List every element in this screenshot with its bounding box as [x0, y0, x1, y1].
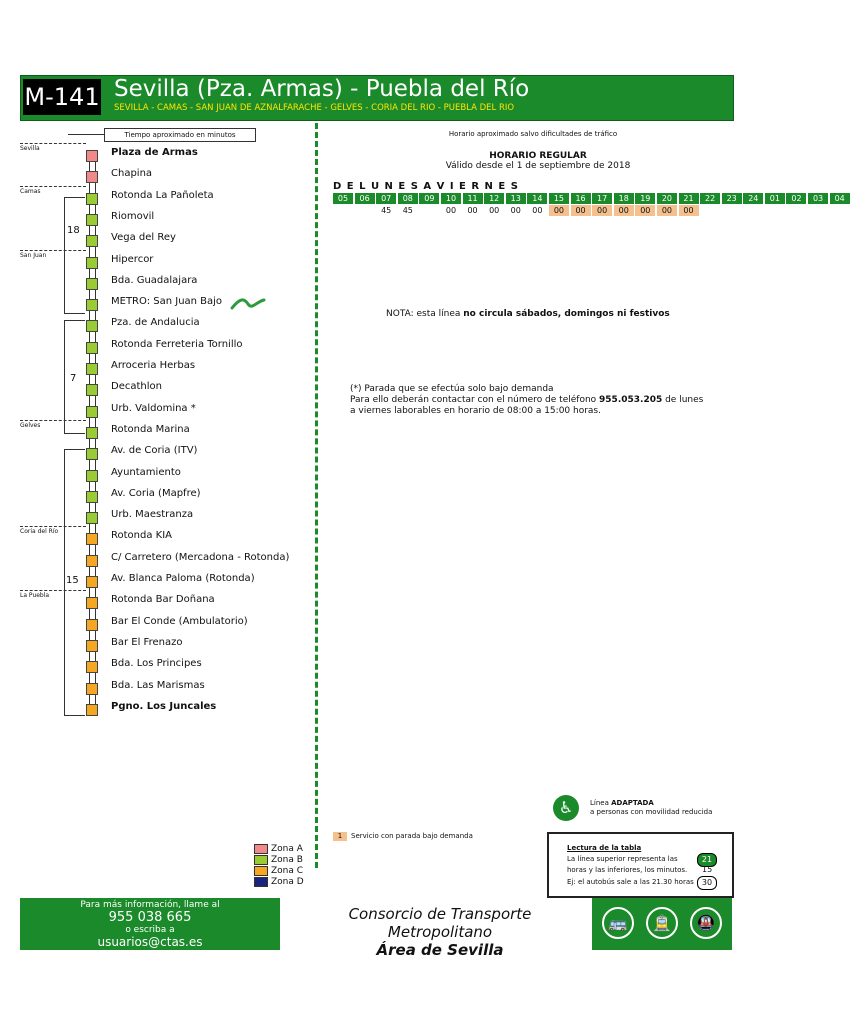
town-boundary — [20, 526, 86, 527]
reading-line2: horas y las inferiores, los minutos. — [567, 866, 688, 874]
stop-name: Av. Coria (Mapfre) — [111, 487, 201, 499]
service-note — [386, 309, 670, 319]
organization-logo — [295, 905, 585, 959]
stop-row — [20, 401, 310, 422]
stop-row — [20, 188, 310, 209]
zone-swatch — [254, 866, 268, 876]
stop-row — [20, 358, 310, 379]
town-boundary — [20, 250, 86, 251]
stop-marker — [86, 470, 98, 482]
hour-cell: 22 — [700, 193, 720, 204]
stop-marker — [86, 342, 98, 354]
zone-item — [254, 843, 304, 854]
service-note-prefix: NOTA: esta línea — [386, 309, 464, 319]
time-label: Tiempo aproximado en minutos — [104, 128, 256, 142]
minute-cell — [700, 205, 720, 216]
time-connector — [68, 134, 104, 135]
contact-box — [20, 898, 280, 950]
hour-cell: 11 — [463, 193, 483, 204]
minute-cell: 00 — [657, 205, 677, 216]
stop-name: Decathlon — [111, 381, 162, 393]
stop-name: Urb. Valdomina * — [111, 402, 196, 414]
contact-phone[interactable]: 955 038 665 — [108, 910, 192, 925]
stop-marker — [86, 491, 98, 503]
contact-info: Para más información, llame al — [80, 900, 220, 910]
stop-marker — [86, 193, 98, 205]
hour-cell: 23 — [722, 193, 742, 204]
hour-cell: 04 — [830, 193, 850, 204]
stop-row — [20, 422, 310, 443]
stop-name: Rotonda KIA — [111, 530, 172, 542]
zone-item — [254, 865, 304, 876]
stop-marker — [86, 704, 98, 716]
stop-row — [20, 678, 310, 699]
stop-marker — [86, 384, 98, 396]
stop-marker — [86, 448, 98, 460]
demand-legend-text: Servicio con parada bajo demanda — [351, 832, 473, 840]
hour-cell: 21 — [679, 193, 699, 204]
line-code: M-141 — [23, 79, 101, 115]
org-name: Consorcio de Transporte Metropolitano — [348, 905, 532, 941]
stop-marker — [86, 512, 98, 524]
minute-cell: 00 — [635, 205, 655, 216]
org-area: Área de Sevilla — [376, 941, 504, 959]
schedule-title: HORARIO REGULAR — [489, 151, 587, 161]
hour-cell: 20 — [657, 193, 677, 204]
minute-cell: 45 — [402, 206, 413, 215]
adapted-line2: a personas con movilidad reducida — [590, 808, 713, 816]
zone-legend — [254, 843, 304, 887]
stop-name: Pza. de Andalucia — [111, 317, 200, 329]
town-boundary — [20, 420, 86, 421]
town-label: San Juan — [20, 251, 47, 259]
stop-marker — [86, 619, 98, 631]
stop-name: Pgno. Los Juncales — [111, 700, 217, 712]
stop-row — [20, 699, 310, 720]
stop-row — [20, 550, 310, 571]
column-divider — [315, 123, 318, 868]
minute-cell — [419, 205, 439, 216]
stop-name: Plaza de Armas — [111, 147, 198, 158]
stop-row — [20, 656, 310, 677]
stop-row — [20, 592, 310, 613]
zone-swatch — [254, 844, 268, 854]
stop-marker — [86, 427, 98, 439]
demand-note-line2: Para ello deberán contactar con el número de teléfono 955.053.205 de lunes — [350, 395, 704, 405]
stop-name: Bda. Los Principes — [111, 658, 202, 670]
reading-line3: Ej: el autobús sale a las 21.30 horas — [567, 878, 694, 886]
stop-marker — [86, 406, 98, 418]
adapted-badge — [550, 795, 730, 825]
reading-hour-chip: 21 — [697, 853, 717, 867]
reading-mid: 15 — [702, 865, 713, 874]
minute-cell: 00 — [571, 205, 591, 216]
hour-cell: 10 — [441, 193, 461, 204]
hour-cell: 12 — [484, 193, 504, 204]
travel-time: 18 — [67, 225, 80, 236]
stop-row — [20, 528, 310, 549]
town-label: Coria del Río — [20, 528, 59, 536]
schedule-valid: Válido desde el 1 de septiembre de 2018 — [445, 161, 631, 171]
town-label: La Puebla — [20, 592, 50, 600]
minute-cell — [355, 205, 375, 216]
zone-label: Zona C — [271, 865, 304, 876]
stop-marker — [86, 683, 98, 695]
hour-cell: 14 — [527, 193, 547, 204]
demand-phone: 955.053.205 — [599, 395, 663, 405]
stop-name: Av. de Coria (ITV) — [111, 445, 198, 457]
hours-row — [333, 193, 851, 204]
stop-marker — [86, 533, 98, 545]
zone-swatch — [254, 855, 268, 865]
stop-name: Arroceria Herbas — [111, 360, 196, 371]
travel-time: 7 — [70, 373, 77, 384]
stop-name: Rotonda Ferreteria Tornillo — [111, 338, 243, 350]
stop-marker — [86, 661, 98, 673]
minute-cell: 00 — [532, 206, 543, 215]
stop-row — [20, 337, 310, 358]
stop-row — [20, 166, 310, 187]
stop-row — [20, 230, 310, 251]
hour-cell: 01 — [765, 193, 785, 204]
stop-marker — [86, 257, 98, 269]
demand-note-line3: a viernes laborables en horario de 08:00 a 15:00 horas. — [350, 406, 601, 416]
hour-cell: 15 — [549, 193, 569, 204]
stop-marker — [86, 299, 98, 311]
stop-marker — [86, 576, 98, 588]
hour-cell: 07 — [376, 193, 396, 204]
stop-name: C/ Carretero (Mercadona - Rotonda) — [111, 551, 290, 563]
stop-name: Ayuntamiento — [111, 466, 181, 478]
route-subtitle: SEVILLA - CAMAS - SAN JUAN DE AZNALFARACHE - GELVES - CORIA DEL RIO - PUEBLA DEL RIO — [114, 103, 515, 113]
stop-marker — [86, 214, 98, 226]
route-title: Sevilla (Pza. Armas) - Puebla del Río — [114, 76, 530, 102]
minute-cell: 00 — [467, 206, 478, 215]
stop-name: Bda. Las Marismas — [111, 679, 205, 691]
zone-swatch — [254, 877, 268, 887]
town-boundary — [20, 143, 86, 144]
demand-chip: 1 — [333, 832, 347, 841]
hour-cell: 19 — [635, 193, 655, 204]
demand-legend — [333, 832, 473, 841]
minute-cell: 00 — [549, 205, 569, 216]
stop-name: Rotonda La Pañoleta — [111, 189, 214, 201]
reading-line1: La línea superior representa las — [567, 855, 678, 863]
adapted-line1: Línea ADAPTADA — [590, 799, 654, 807]
zone-label: Zona A — [271, 843, 303, 854]
hour-cell: 17 — [592, 193, 612, 204]
stop-row — [20, 294, 310, 315]
hour-cell: 24 — [743, 193, 763, 204]
hour-cell: 16 — [571, 193, 591, 204]
stop-row — [20, 145, 310, 166]
stop-row — [20, 486, 310, 507]
minute-cell: 00 — [679, 205, 699, 216]
stop-marker — [86, 597, 98, 609]
stop-marker — [86, 555, 98, 567]
hour-cell: 18 — [614, 193, 634, 204]
minute-cell: 00 — [592, 205, 612, 216]
stop-name: Rotonda Marina — [111, 423, 190, 435]
minute-cell: 00 — [614, 205, 634, 216]
stop-row — [20, 571, 310, 592]
minute-cell — [333, 205, 353, 216]
zone-label: Zona D — [271, 876, 304, 887]
stop-name: Bar El Conde (Ambulatorio) — [111, 615, 248, 627]
hour-cell: 08 — [398, 193, 418, 204]
bus-icon: 🚌 — [602, 907, 634, 939]
stop-marker — [86, 150, 98, 162]
stop-name: Bar El Frenazo — [111, 636, 183, 648]
service-note-bold: no circula sábados, domingos ni festivos — [463, 309, 670, 319]
wheelchair-icon: ♿ — [553, 795, 579, 821]
zone-label: Zona B — [271, 854, 303, 865]
schedule-note: Horario aproximado salvo dificultades de tráfico — [448, 130, 618, 138]
town-label: Camas — [20, 187, 41, 195]
stop-row — [20, 465, 310, 486]
stop-marker — [86, 320, 98, 332]
stop-name: Chapina — [111, 168, 153, 180]
metro-icon: 🚇 — [690, 907, 722, 939]
hour-cell: 02 — [786, 193, 806, 204]
minute-cell — [722, 205, 742, 216]
metro-wave-icon — [230, 296, 266, 310]
stop-marker — [86, 278, 98, 290]
route-header — [20, 75, 734, 121]
travel-time: 15 — [66, 575, 79, 586]
stop-marker — [86, 235, 98, 247]
stop-row — [20, 507, 310, 528]
hour-cell: 03 — [808, 193, 828, 204]
stop-row — [20, 273, 310, 294]
stop-name: Riomovil — [111, 210, 155, 222]
demand-note-line1: (*) Parada que se efectúa solo bajo demanda — [350, 384, 554, 394]
town-boundary — [20, 186, 86, 187]
stop-name: Urb. Maestranza — [111, 509, 194, 521]
schedule-days: D E L U N E S A V I E R N E S — [333, 181, 519, 192]
zone-item — [254, 876, 304, 887]
stop-name: Av. Blanca Paloma (Rotonda) — [111, 573, 255, 584]
minute-cell: 00 — [489, 206, 500, 215]
hour-cell: 13 — [506, 193, 526, 204]
stop-row — [20, 614, 310, 635]
transport-modes — [592, 898, 732, 950]
demand-note — [350, 384, 703, 417]
reading-minute-chip: 30 — [697, 876, 717, 890]
minute-cell: 00 — [510, 206, 521, 215]
minutes-row — [333, 205, 743, 216]
contact-or: o escriba a — [125, 925, 175, 935]
stop-name: Bda. Guadalajara — [111, 274, 198, 286]
town-label: Sevilla — [20, 145, 40, 152]
hour-cell: 05 — [333, 193, 353, 204]
stop-marker — [86, 640, 98, 652]
stop-name: Vega del Rey — [111, 232, 176, 244]
stop-row — [20, 209, 310, 230]
minute-cell: 45 — [381, 206, 392, 215]
town-label: Gelves — [20, 421, 41, 429]
stop-row — [20, 635, 310, 656]
hour-cell: 09 — [419, 193, 439, 204]
stop-name: Rotonda Bar Doñana — [111, 594, 215, 606]
stop-marker — [86, 171, 98, 183]
stop-marker — [86, 363, 98, 375]
tram-icon: 🚊 — [646, 907, 678, 939]
reading-title: Lectura de la tabla — [567, 844, 642, 852]
zone-item — [254, 854, 304, 865]
table-reading-box — [547, 832, 734, 898]
stop-row — [20, 252, 310, 273]
stop-row — [20, 443, 310, 464]
town-boundary — [20, 590, 86, 591]
hour-cell: 06 — [355, 193, 375, 204]
contact-email[interactable]: usuarios@ctas.es — [97, 935, 203, 949]
minute-cell: 00 — [445, 206, 457, 215]
stop-row — [20, 379, 310, 400]
stop-name: Hipercor — [111, 253, 154, 265]
stop-row — [20, 315, 310, 336]
stop-name: METRO: San Juan Bajo — [111, 296, 223, 308]
